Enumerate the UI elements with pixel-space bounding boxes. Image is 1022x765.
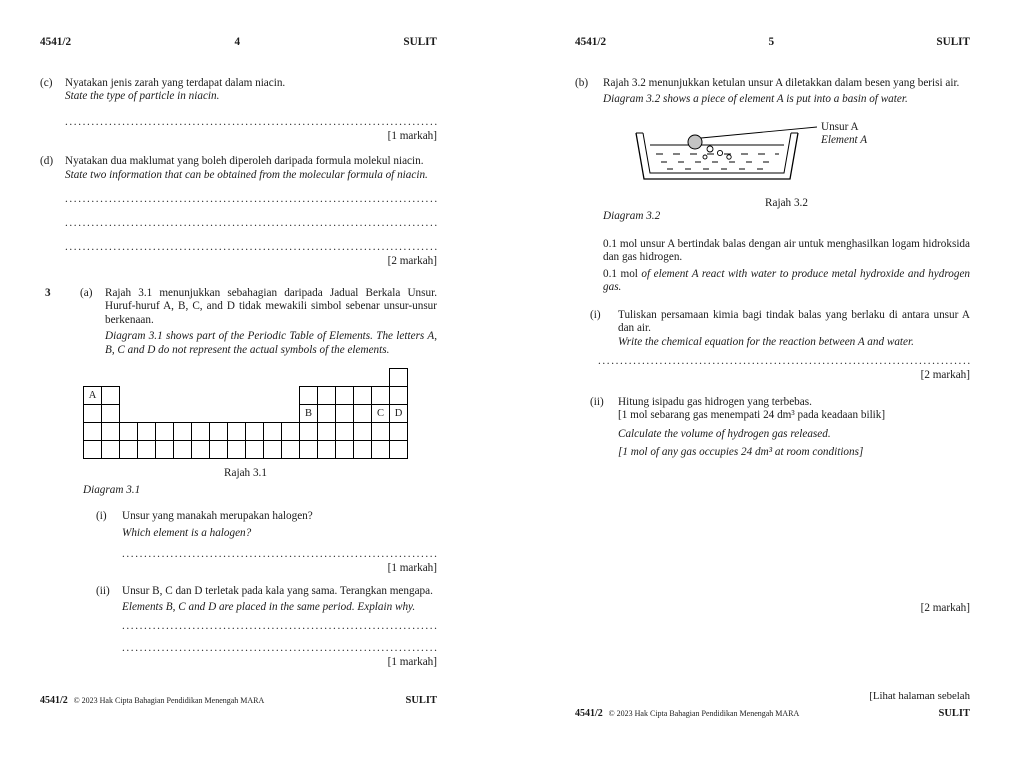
question-3a-i-text-english: Which element is a halogen? [122,526,252,539]
question-3b [575,77,970,616]
answer-line [65,241,437,254]
pt-cell [83,440,102,459]
pt-cell [371,440,390,459]
pt-cell [281,422,300,441]
page-5-header [575,36,970,50]
answer-line [65,116,437,129]
pt-cell [245,422,264,441]
page-5-footer [575,707,970,721]
paper-code: 4541/2 [575,36,607,48]
pt-cell [371,386,390,405]
pt-cell [299,440,318,459]
pt-cell [191,422,210,441]
pt-cell [353,404,372,423]
page-number: 4 [234,36,241,48]
question-3a-i [96,510,437,576]
question-3a-i-marks: [1 markah] [387,562,437,574]
question-3b-label: (b) [575,76,589,89]
page-5 [511,0,1022,765]
pt-cell [317,422,336,441]
question-c-marks: [1 markah] [387,129,437,142]
question-d [40,155,437,269]
answer-line [122,642,437,655]
question-3-number: 3 [45,286,51,299]
pt-cell [389,422,408,441]
pt-cell [299,422,318,441]
pt-cell [119,422,138,441]
pt-cell [317,386,336,405]
question-3a-ii-label: (ii) [96,584,110,597]
question-3a-ii-marks: [1 markah] [387,655,437,668]
reaction-paragraph-malay: 0.1 mol unsur A bertindak balas dengan air untuk menghasilkan logam hidroksida dan gas hidrogen. [603,237,970,263]
confidential-label: SULIT [936,36,970,48]
pt-cell [227,440,246,459]
gas-bubble [703,155,707,159]
pt-cell [281,440,300,459]
pt-cell [335,440,354,459]
answer-line [65,217,437,230]
pt-cell [209,422,228,441]
pt-cell [191,440,210,459]
question-3b-ii-marks: [2 markah] [920,601,970,614]
pt-cell [101,386,120,405]
pt-cell [173,422,192,441]
pt-cell [389,440,408,459]
page-4-header [40,36,437,50]
pt-cell [335,422,354,441]
confidential-label: SULIT [403,36,437,48]
pt-cell [263,422,282,441]
pt-cell [389,386,408,405]
diagram-3-1 [83,368,408,497]
pt-cell [263,440,282,459]
diagram-3-2 [603,121,970,189]
question-c [40,77,437,144]
pointer-line [701,127,817,138]
answer-line [598,355,970,368]
question-3a-i-text-malay: Unsur yang manakah merupakan halogen? [122,510,313,522]
pt-cell-element-D: D [389,404,408,423]
pt-cell [371,422,390,441]
question-d-label: (d) [40,155,54,167]
pt-cell [137,440,156,459]
gas-bubble [727,154,731,158]
element-a-lump [688,135,702,149]
turn-over-note: [Lihat halaman sebelah [869,690,970,702]
question-3b-i-text-malay: Tuliskan persamaan kimia bagi tindak balas yang berlaku di antara unsur A dan air. [618,308,970,334]
question-3b-text-malay: Rajah 3.2 menunjukkan ketulan unsur A diletakkan dalam besen yang berisi air. [603,76,960,89]
question-3b-ii-note-english: [1 mol of any gas occupies 24 dm³ at room conditions] [618,446,864,458]
question-c-text-malay: Nyatakan jenis zarah yang terdapat dalam niacin. [65,76,286,89]
question-3b-i [590,309,970,383]
pt-cell [101,404,120,423]
answer-line [65,193,437,206]
diagram-3-2-caption [603,197,970,224]
footer-paper-code: 4541/2 [575,708,603,719]
question-d-text-english: State two information that can be obtained from the molecular formula of niacin. [65,168,428,181]
pt-cell [227,422,246,441]
question-3b-i-text-english: Write the chemical equation for the reaction between A and water. [618,335,914,348]
question-c-text-english: State the type of particle in niacin. [65,90,220,102]
pt-cell [353,422,372,441]
question-c-label: (c) [40,76,53,89]
element-a-pointer-label [821,121,867,148]
pt-cell [155,422,174,441]
pt-cell [335,386,354,405]
question-3b-i-label: (i) [590,308,601,321]
answer-line [122,548,437,561]
pt-cell [317,404,336,423]
pt-cell [317,440,336,459]
gas-bubble [717,150,722,155]
question-3b-ii-note-malay: [1 mol sebarang gas menempati 24 dm³ pada keadaan bilik] [618,409,886,421]
paper-code: 4541/2 [40,36,72,48]
gas-bubble [707,146,713,152]
diagram-3-2-caption-malay: Rajah 3.2 [765,196,808,209]
question-3a [45,287,437,670]
periodic-table [83,368,408,459]
question-3b-ii-text-english: Calculate the volume of hydrogen gas released. [618,427,831,440]
footer-copyright: © 2023 Hak Cipta Bahagian Pendidikan Menengah MARA [73,696,265,705]
footer-confidential-label: SULIT [938,708,970,719]
pt-cell [245,440,264,459]
basin-outer-wall [636,133,798,179]
reaction-paragraph-english: 0.1 mol of element A react with water to produce metal hydroxide and hydrogen gas. [603,267,971,293]
pt-cell [353,386,372,405]
question-3a-label: (a) [80,286,93,299]
element-a-label-malay: Unsur A [821,120,859,133]
diagram-3-2-caption-english: Diagram 3.2 [603,210,661,222]
question-3b-i-marks: [2 markah] [920,369,970,381]
pt-cell [353,440,372,459]
element-a-label-english: Element A [821,134,868,146]
pt-cell-element-A: A [83,386,102,405]
footer-copyright: © 2023 Hak Cipta Bahagian Pendidikan Menengah MARA [608,709,800,718]
pt-cell [101,422,120,441]
question-3a-ii [96,585,437,670]
question-3b-text-english: Diagram 3.2 shows a piece of element A is put into a basin of water. [603,93,908,105]
reaction-paragraph [603,238,970,295]
question-3a-ii-text-malay: Unsur B, C dan D terletak pada kala yang sama. Terangkan mengapa. [122,584,433,597]
question-3a-text-english: Diagram 3.1 shows part of the Periodic Table of Elements. The letters A, B, C and D do not represent the actual symbols of the elements. [105,330,437,356]
pt-cell [209,440,228,459]
diagram-3-1-caption-english: Diagram 3.1 [83,483,141,496]
question-d-marks: [2 markah] [387,255,437,267]
pt-cell [389,368,408,387]
pt-cell [119,440,138,459]
pt-cell [83,422,102,441]
page-number: 5 [768,36,775,48]
question-3a-text-malay: Rajah 3.1 menunjukkan sebahagian daripada Jadual Berkala Unsur. Huruf-huruf A, B, C, and D tidak mewakili simbol sebenar unsur-unsur berkenaan. [105,286,437,326]
question-3a-ii-text-english: Elements B, C and D are placed in the same period. Explain why. [122,601,416,613]
pt-cell [335,404,354,423]
basin-diagram [633,123,817,187]
pt-cell [83,404,102,423]
question-3b-ii-label: (ii) [590,395,604,408]
footer-paper-code: 4541/2 [40,695,68,706]
page-4-footer [40,694,437,708]
question-d-text-malay: Nyatakan dua maklumat yang boleh diperoleh daripada formula molekul niacin. [65,155,424,167]
answer-line [122,620,437,633]
pt-cell-element-B: B [299,404,318,423]
pt-cell [137,422,156,441]
pt-cell [299,386,318,405]
pt-cell [101,440,120,459]
pt-cell-element-C: C [371,404,390,423]
question-3b-ii-text-malay: Hitung isipadu gas hidrogen yang terbebas. [618,395,812,408]
pt-cell [173,440,192,459]
footer-confidential-label: SULIT [405,695,437,706]
question-3a-i-label: (i) [96,510,107,522]
question-3b-ii [590,396,970,616]
diagram-3-1-caption-malay: Rajah 3.1 [224,467,267,479]
pt-cell [155,440,174,459]
